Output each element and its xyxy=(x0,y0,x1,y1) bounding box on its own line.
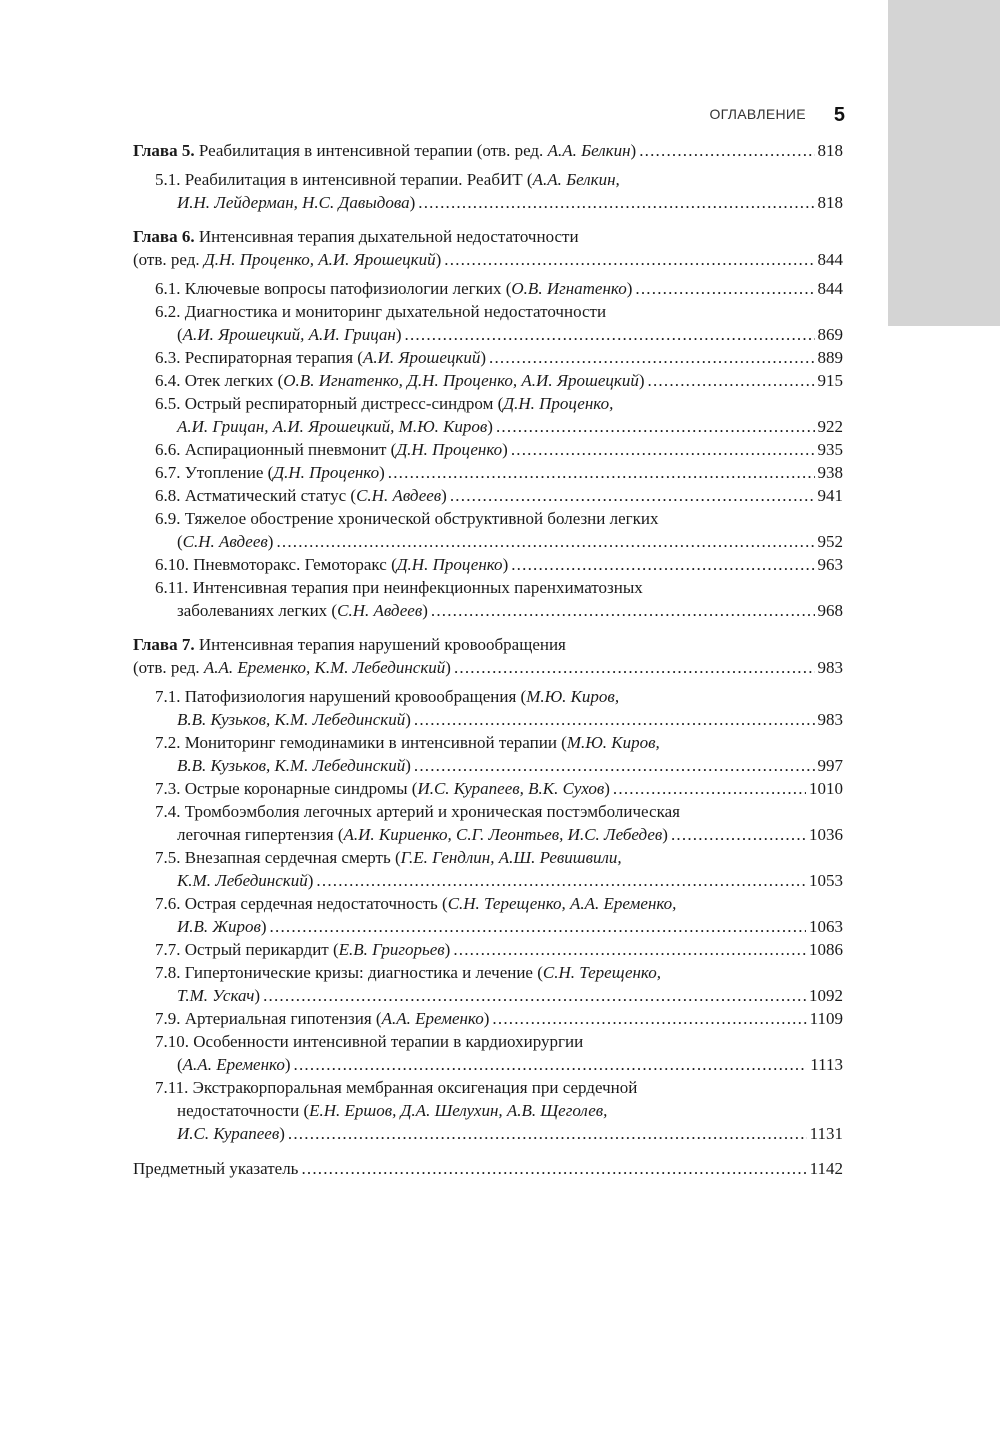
index-label: Предметный указатель xyxy=(133,1159,299,1178)
toc-entry[interactable] xyxy=(133,731,843,777)
entry-suffix: ) xyxy=(444,940,451,959)
entry-authors: И.С. Курапеев xyxy=(177,1124,280,1143)
chapter-editors: А.А. Белкин xyxy=(547,141,631,160)
entry-suffix: ) xyxy=(662,825,668,844)
entry-authors: Д.Н. Проценко xyxy=(273,463,380,482)
entry-suffix: ) xyxy=(626,279,633,298)
entry-title: 7.9. Артериальная гипотензия ( xyxy=(155,1009,382,1028)
leader-dots xyxy=(316,869,806,892)
entry-authors: Т.М. Ускач xyxy=(177,986,255,1005)
chapter-heading[interactable] xyxy=(133,139,843,162)
toc-entry[interactable] xyxy=(133,1076,843,1145)
entry-title: 7.2. Мониторинг гемодинамики в интенсивной терапии ( xyxy=(155,733,567,752)
entry-authors: Д.Н. Проценко xyxy=(396,555,503,574)
chapter-5 xyxy=(133,139,843,214)
leader-dots xyxy=(414,708,815,731)
entry-authors: Г.Е. Гендлин, А.Ш. Ревишвили, xyxy=(400,848,622,867)
entry-suffix: ) xyxy=(279,1124,285,1143)
section-list xyxy=(133,277,843,622)
entry-suffix: ) xyxy=(483,1009,490,1028)
toc-entry[interactable] xyxy=(133,892,843,938)
entry-suffix: ) xyxy=(405,756,411,775)
toc-entry[interactable] xyxy=(133,300,843,346)
entry-prefix: заболеваниях легких ( xyxy=(177,601,338,620)
entry-prefix: ( xyxy=(177,532,183,551)
chapter-heading[interactable] xyxy=(133,633,843,679)
entry-title: 6.2. Диагностика и мониторинг дыхательной недостаточности xyxy=(155,302,607,321)
entry-title: 7.1. Патофизиология нарушений кровообращения ( xyxy=(155,687,527,706)
page-number: 5 xyxy=(833,104,845,126)
entry-authors: А.А. Еременко xyxy=(182,1055,285,1074)
toc-entry[interactable] xyxy=(133,846,843,892)
section-list xyxy=(133,168,843,214)
entry-suffix: ) xyxy=(284,1055,291,1074)
entry-title: 6.1. Ключевые вопросы патофизиологии легких ( xyxy=(155,279,512,298)
entry-suffix: ) xyxy=(487,417,493,436)
page-ref: 922 xyxy=(817,417,843,436)
entry-authors: И.Н. Лейдерман, Н.С. Давыдова xyxy=(177,193,410,212)
entry-prefix: легочная гипертензия ( xyxy=(177,825,344,844)
entry-title: 6.3. Респираторная терапия ( xyxy=(155,348,363,367)
toc-entry[interactable] xyxy=(133,507,843,553)
entry-suffix: ) xyxy=(502,440,508,459)
entry-title: 6.7. Утопление ( xyxy=(155,463,274,482)
entry-title: 6.4. Отек легких ( xyxy=(155,371,284,390)
entry-title: 7.5. Внезапная сердечная смерть ( xyxy=(155,848,401,867)
running-head xyxy=(130,104,845,127)
entry-authors: О.В. Игнатенко, Д.Н. Проценко, А.И. Ярошецкий xyxy=(283,371,639,390)
entry-suffix: ) xyxy=(604,779,610,798)
toc-entry[interactable] xyxy=(133,277,843,300)
page-ref: 818 xyxy=(817,141,843,160)
entry-authors: М.Ю. Киров, xyxy=(566,733,660,752)
entry-authors: Д.Н. Проценко, xyxy=(503,394,614,413)
toc-entry[interactable] xyxy=(133,1030,843,1076)
entry-suffix: ) xyxy=(260,917,267,936)
section-list xyxy=(133,685,843,1145)
entry-authors: С.Н. Авдеев xyxy=(337,601,423,620)
entry-authors: А.А. Белкин, xyxy=(532,170,620,189)
entry-suffix: ) xyxy=(267,532,274,551)
entry-suffix: ) xyxy=(502,555,509,574)
leader-dots xyxy=(613,777,806,800)
entry-authors: И.В. Жиров xyxy=(177,917,261,936)
leader-dots xyxy=(511,438,815,461)
page-ref: 1092 xyxy=(809,986,843,1005)
entry-title: 6.8. Астматический статус ( xyxy=(155,486,357,505)
toc-entry[interactable] xyxy=(133,392,843,438)
editors-suffix: ) xyxy=(435,250,442,269)
entry-title: 7.6. Острая сердечная недостаточность ( xyxy=(155,894,448,913)
chapter-label: Глава 7. xyxy=(133,635,195,654)
entry-suffix: ) xyxy=(480,348,487,367)
running-head-title: ОГЛАВЛЕНИЕ xyxy=(709,106,806,122)
page-ref: 1086 xyxy=(809,940,843,959)
page-ref: 938 xyxy=(817,463,843,482)
toc-entry[interactable] xyxy=(133,168,843,214)
toc-entry[interactable] xyxy=(133,576,843,622)
page-ref: 818 xyxy=(817,193,843,212)
page-ref: 983 xyxy=(817,658,843,677)
entry-title: 6.6. Аспирационный пневмонит ( xyxy=(155,440,397,459)
leader-dots xyxy=(276,530,814,553)
entry-title: 7.11. Экстракорпоральная мембранная оксигенация при сердечной xyxy=(155,1078,638,1097)
leader-dots xyxy=(270,915,806,938)
entry-prefix: ( xyxy=(177,1055,183,1074)
toc-entry[interactable] xyxy=(133,438,843,461)
chapter-title: Реабилитация в интенсивной терапии xyxy=(194,141,477,160)
entry-authors: А.И. Ярошецкий xyxy=(362,348,481,367)
chapter-label: Глава 5. xyxy=(133,141,195,160)
leader-dots xyxy=(496,415,815,438)
chapter-editors: А.А. Еременко, К.М. Лебединский xyxy=(203,658,446,677)
entry-title: 6.5. Острый респираторный дистресс-синдром ( xyxy=(155,394,504,413)
chapter-6 xyxy=(133,225,843,622)
leader-dots xyxy=(639,139,814,162)
entry-suffix: ) xyxy=(409,193,416,212)
leader-dots xyxy=(492,1007,806,1030)
page-ref: 983 xyxy=(817,710,843,729)
leader-dots xyxy=(450,484,815,507)
leader-dots xyxy=(418,191,814,214)
editors-suffix: ) xyxy=(630,141,637,160)
leader-dots xyxy=(511,553,814,576)
page-ref: 1053 xyxy=(809,871,843,890)
page-ref: 968 xyxy=(817,601,843,620)
entry-authors: К.М. Лебединский xyxy=(177,871,308,890)
page-ref: 1036 xyxy=(809,825,843,844)
entry-suffix: ) xyxy=(254,986,261,1005)
entry-prefix: недостаточности ( xyxy=(177,1101,310,1120)
entry-authors: С.Н. Авдеев xyxy=(182,532,268,551)
page-ref: 1131 xyxy=(809,1124,843,1143)
editors-prefix: (отв. ред. xyxy=(476,141,548,160)
leader-dots xyxy=(263,984,806,1007)
entry-suffix: ) xyxy=(638,371,645,390)
entry-authors: А.И. Ярошецкий, А.И. Грицан xyxy=(182,325,396,344)
page-ref: 844 xyxy=(817,279,843,298)
entry-title: 6.10. Пневмоторакс. Гемоторакс ( xyxy=(155,555,397,574)
toc-entry[interactable] xyxy=(133,685,843,731)
entry-authors: Е.В. Григорьев xyxy=(338,940,445,959)
toc-entry[interactable] xyxy=(133,1007,843,1030)
entry-authors: Д.Н. Проценко xyxy=(396,440,503,459)
toc-entry[interactable] xyxy=(133,800,843,846)
leader-dots xyxy=(405,323,815,346)
entry-suffix: ) xyxy=(441,486,447,505)
entry-suffix: ) xyxy=(307,871,314,890)
entry-authors: М.Ю. Киров, xyxy=(526,687,620,706)
page-ref: 1010 xyxy=(809,779,843,798)
chapter-editors: Д.Н. Проценко, А.И. Ярошецкий xyxy=(203,250,436,269)
leader-dots xyxy=(301,1157,806,1180)
chapter-7 xyxy=(133,633,843,1145)
chapter-heading[interactable] xyxy=(133,225,843,271)
entry-authors: И.С. Курапеев, В.К. Сухов xyxy=(417,779,605,798)
entry-title: 6.11. Интенсивная терапия при неинфекционных паренхиматозных xyxy=(155,578,643,597)
page-ref: 952 xyxy=(817,532,843,551)
leader-dots xyxy=(454,656,815,679)
chapter-label: Глава 6. xyxy=(133,227,195,246)
toc-entry[interactable] xyxy=(133,369,843,392)
page-ref: 1063 xyxy=(809,917,843,936)
page-ref: 1142 xyxy=(809,1159,843,1178)
editors-suffix: ) xyxy=(445,658,451,677)
entry-authors: А.И. Грицан, А.И. Ярошецкий, М.Ю. Киров xyxy=(177,417,488,436)
leader-dots xyxy=(671,823,806,846)
editors-prefix: (отв. ред. xyxy=(133,658,204,677)
table-of-contents xyxy=(133,139,843,1180)
subject-index-entry[interactable] xyxy=(133,1157,843,1180)
entry-authors: С.Н. Терещенко, xyxy=(542,963,661,982)
page-ref: 941 xyxy=(817,486,843,505)
leader-dots xyxy=(453,938,806,961)
page-ref: 844 xyxy=(817,250,843,269)
leader-dots xyxy=(489,346,814,369)
entry-title: 7.10. Особенности интенсивной терапии в кардиохирургии xyxy=(155,1032,584,1051)
entry-authors: С.Н. Терещенко, А.А. Еременко, xyxy=(447,894,677,913)
toc-entry[interactable] xyxy=(133,346,843,369)
editors-prefix: (отв. ред. xyxy=(133,250,204,269)
page-ref: 889 xyxy=(817,348,843,367)
leader-dots xyxy=(444,248,814,271)
leader-dots xyxy=(635,277,814,300)
leader-dots xyxy=(648,369,815,392)
leader-dots xyxy=(294,1053,808,1076)
page-ref: 915 xyxy=(817,371,843,390)
entry-authors: В.В. Кузьков, К.М. Лебединский xyxy=(177,756,406,775)
entry-authors: С.Н. Авдеев xyxy=(356,486,442,505)
leader-dots xyxy=(288,1122,807,1145)
page-ref: 963 xyxy=(817,555,843,574)
entry-authors: А.А. Еременко xyxy=(381,1009,484,1028)
chapter-thumb-tab xyxy=(888,0,1000,326)
entry-title: 7.7. Острый перикардит ( xyxy=(155,940,339,959)
entry-authors: А.И. Кириенко, С.Г. Леонтьев, И.С. Лебедев xyxy=(343,825,663,844)
entry-prefix: ( xyxy=(177,325,183,344)
toc-entry[interactable] xyxy=(133,484,843,507)
page-ref: 935 xyxy=(817,440,843,459)
toc-entry[interactable] xyxy=(133,938,843,961)
entry-authors: О.В. Игнатенко xyxy=(511,279,627,298)
entry-authors: Е.Н. Ершов, Д.А. Шелухин, А.В. Щеголев, xyxy=(309,1101,608,1120)
page-ref: 1113 xyxy=(810,1055,843,1074)
entry-title: 7.8. Гипертонические кризы: диагностика и лечение ( xyxy=(155,963,543,982)
entry-suffix: ) xyxy=(395,325,402,344)
toc-entry[interactable] xyxy=(133,777,843,800)
entry-title: 6.9. Тяжелое обострение хронической обструктивной болезни легких xyxy=(155,509,659,528)
leader-dots xyxy=(414,754,815,777)
toc-entry[interactable] xyxy=(133,553,843,576)
entry-suffix: ) xyxy=(422,601,428,620)
entry-title: 7.3. Острые коронарные синдромы ( xyxy=(155,779,418,798)
toc-entry[interactable] xyxy=(133,961,843,1007)
page-ref: 869 xyxy=(817,325,843,344)
leader-dots xyxy=(388,461,815,484)
chapter-title: Интенсивная терапия нарушений кровообращения xyxy=(194,635,566,654)
page-ref: 997 xyxy=(817,756,843,775)
page-ref: 1109 xyxy=(809,1009,843,1028)
entry-title: 5.1. Реабилитация в интенсивной терапии. РеабИТ ( xyxy=(155,170,533,189)
entry-title: 7.4. Тромбоэмболия легочных артерий и хроническая постэмболическая xyxy=(155,802,680,821)
entry-suffix: ) xyxy=(379,463,385,482)
toc-entry[interactable] xyxy=(133,461,843,484)
entry-authors: В.В. Кузьков, К.М. Лебединский xyxy=(177,710,406,729)
chapter-title: Интенсивная терапия дыхательной недостаточности xyxy=(194,227,579,246)
leader-dots xyxy=(431,599,815,622)
entry-suffix: ) xyxy=(405,710,411,729)
